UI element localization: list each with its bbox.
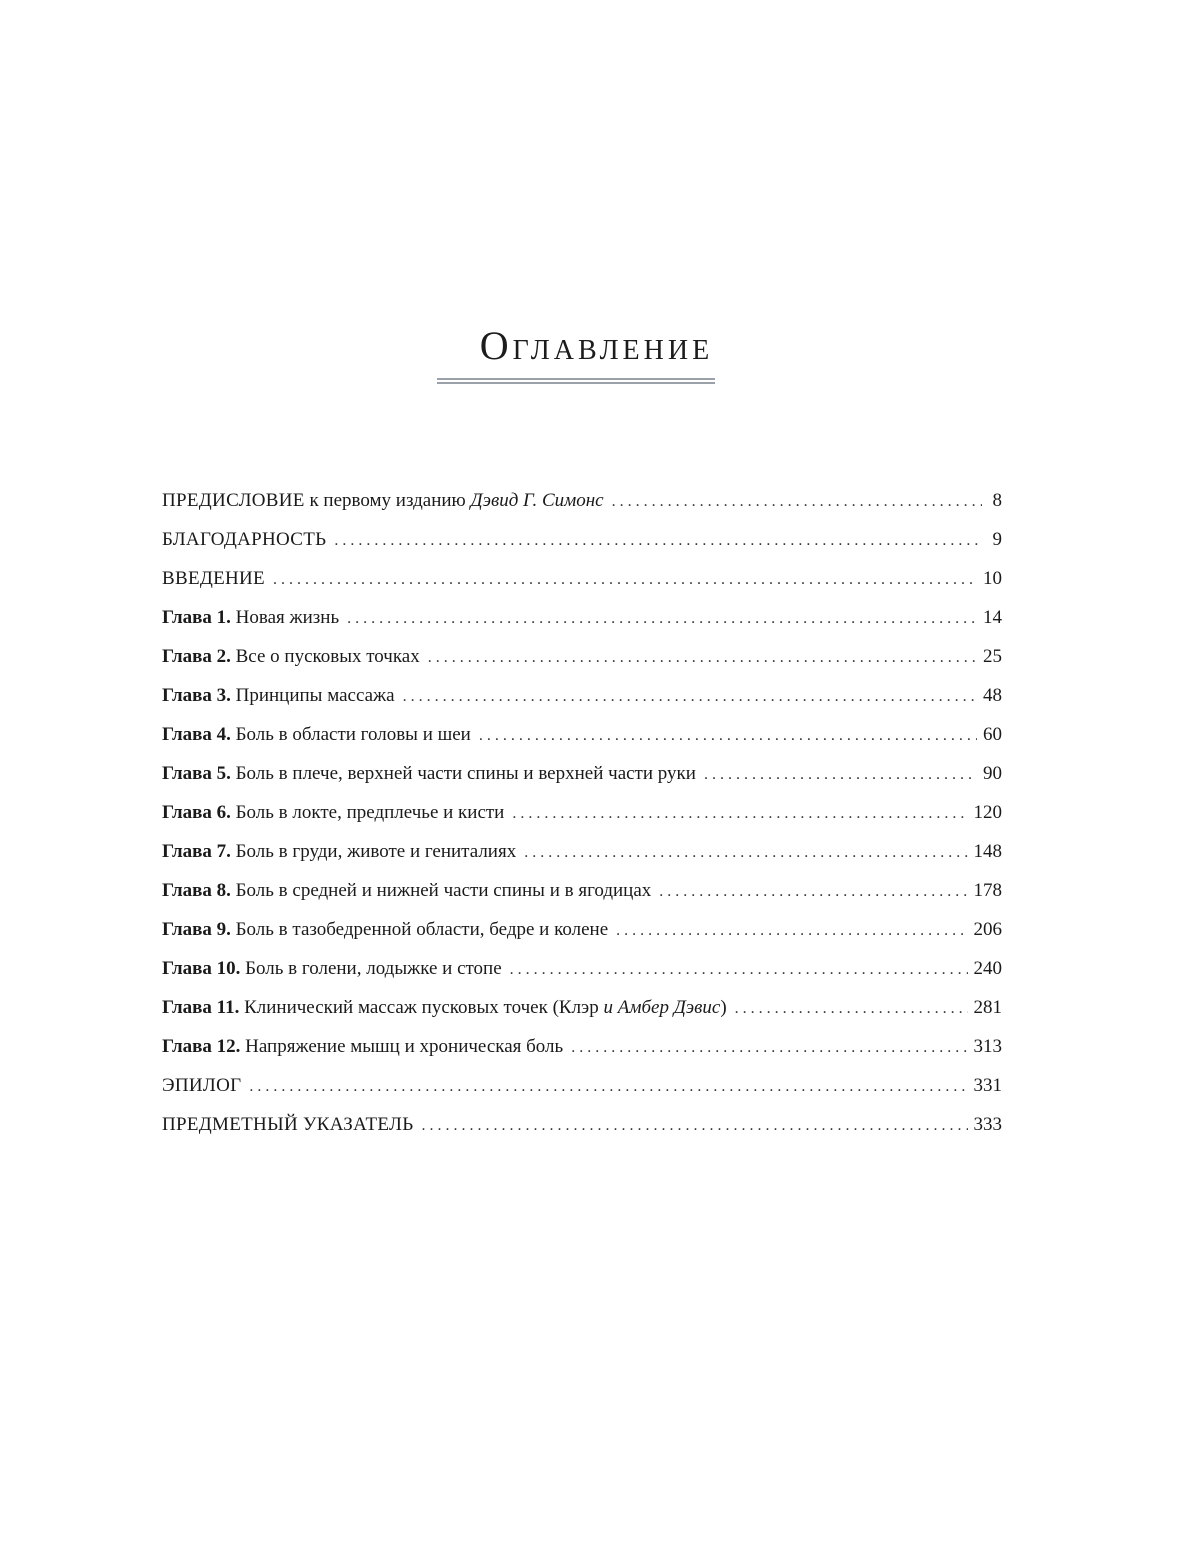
toc-author: и Амбер Дэвис bbox=[603, 997, 721, 1018]
toc-chapter-number: Глава 8. bbox=[162, 880, 231, 901]
dot-leader bbox=[479, 716, 977, 755]
toc-entry-label bbox=[162, 676, 395, 715]
toc-author: Дэвид Г. Симонс bbox=[470, 490, 604, 511]
toc-entry[interactable] bbox=[162, 481, 1002, 520]
toc-entry[interactable] bbox=[162, 1105, 1002, 1144]
toc-chapter-title: Новая жизнь bbox=[230, 607, 340, 628]
toc-chapter-title: Принципы массажа bbox=[230, 685, 395, 706]
dot-leader bbox=[273, 560, 977, 599]
toc-chapter-number: Глава 2. bbox=[162, 646, 231, 667]
toc-chapter-number: Глава 7. bbox=[162, 841, 231, 862]
toc-entry[interactable] bbox=[162, 1066, 1002, 1105]
toc-page-number: 14 bbox=[983, 607, 1002, 628]
dot-leader bbox=[249, 1067, 967, 1106]
toc-page-number: 281 bbox=[973, 997, 1002, 1018]
dot-leader bbox=[571, 1028, 967, 1067]
toc-page-number: 90 bbox=[983, 763, 1002, 784]
dot-leader bbox=[612, 482, 982, 521]
toc-page-number: 25 bbox=[983, 646, 1002, 667]
toc-chapter-number: Глава 5. bbox=[162, 763, 231, 784]
toc-page-number: 48 bbox=[983, 685, 1002, 706]
dot-leader bbox=[704, 755, 977, 794]
toc-chapter-number: Глава 4. bbox=[162, 724, 231, 745]
toc-entry-label bbox=[162, 754, 696, 793]
dot-leader bbox=[428, 638, 977, 677]
toc-entry[interactable] bbox=[162, 754, 1002, 793]
toc-chapter-title: Боль в груди, животе и гениталиях bbox=[230, 841, 517, 862]
toc-entry[interactable] bbox=[162, 637, 1002, 676]
toc-chapter-title: Боль в области головы и шеи bbox=[230, 724, 471, 745]
toc-entry-label bbox=[162, 1105, 413, 1144]
toc-chapter-title: Напряжение мышц и хроническая боль bbox=[240, 1036, 564, 1057]
toc-section-name: БЛАГОДАРНОСТЬ bbox=[162, 529, 327, 550]
toc-chapter-title: Боль в тазобедренной области, бедре и колене bbox=[230, 919, 609, 940]
toc-page-number: 206 bbox=[973, 919, 1002, 940]
toc-page-number: 120 bbox=[973, 802, 1002, 823]
toc-entry[interactable] bbox=[162, 988, 1002, 1027]
toc-page-number: 60 bbox=[983, 724, 1002, 745]
toc-entry[interactable] bbox=[162, 598, 1002, 637]
toc-entry[interactable] bbox=[162, 949, 1002, 988]
toc-section-name: ЭПИЛОГ bbox=[162, 1075, 242, 1096]
page-title: Оглавление bbox=[479, 323, 714, 368]
toc-section-name: ВВЕДЕНИЕ bbox=[162, 568, 265, 589]
toc-page-number: 240 bbox=[973, 958, 1002, 979]
toc-entry-label bbox=[162, 1066, 241, 1105]
toc-page-number: 178 bbox=[973, 880, 1002, 901]
toc-section-name: ПРЕДМЕТНЫЙ УКАЗАТЕЛЬ bbox=[162, 1114, 414, 1135]
dot-leader bbox=[735, 989, 968, 1028]
toc-chapter-title: к первому изданию bbox=[304, 490, 471, 511]
toc-page-number: 333 bbox=[973, 1114, 1002, 1135]
toc-entry-label bbox=[162, 871, 651, 910]
toc-entry[interactable] bbox=[162, 871, 1002, 910]
toc-chapter-number: Глава 10. bbox=[162, 958, 241, 979]
toc-entry-label bbox=[162, 832, 516, 871]
toc-chapter-number: Глава 3. bbox=[162, 685, 231, 706]
toc-chapter-number: Глава 11. bbox=[162, 997, 240, 1018]
dot-leader bbox=[659, 872, 967, 911]
toc-chapter-title: Все о пусковых точках bbox=[230, 646, 420, 667]
toc-chapter-number: Глава 1. bbox=[162, 607, 231, 628]
toc-chapter-number: Глава 6. bbox=[162, 802, 231, 823]
toc-chapter-number: Глава 12. bbox=[162, 1036, 241, 1057]
toc-entry-label bbox=[162, 481, 604, 520]
toc-entry-label bbox=[162, 988, 727, 1027]
toc-entry-label bbox=[162, 559, 265, 598]
toc-entry-label bbox=[162, 637, 420, 676]
toc-page-number: 8 bbox=[992, 490, 1002, 511]
toc-entry[interactable] bbox=[162, 832, 1002, 871]
dot-leader bbox=[512, 794, 967, 833]
dot-leader bbox=[334, 521, 982, 560]
toc-entry[interactable] bbox=[162, 520, 1002, 559]
toc-entry-label bbox=[162, 715, 471, 754]
toc-entry[interactable] bbox=[162, 676, 1002, 715]
toc-page-number: 9 bbox=[992, 529, 1002, 550]
toc-page-number: 331 bbox=[973, 1075, 1002, 1096]
table-of-contents bbox=[162, 481, 1002, 1144]
toc-chapter-number: Глава 9. bbox=[162, 919, 231, 940]
toc-entry[interactable] bbox=[162, 715, 1002, 754]
toc-chapter-title: Клинический массаж пусковых точек (Клэр bbox=[239, 997, 604, 1018]
toc-title-end: ) bbox=[720, 997, 727, 1018]
toc-page-number: 148 bbox=[973, 841, 1002, 862]
dot-leader bbox=[403, 677, 977, 716]
toc-section-name: ПРЕДИСЛОВИЕ bbox=[162, 490, 305, 511]
dot-leader bbox=[421, 1106, 967, 1145]
dot-leader bbox=[347, 599, 977, 638]
toc-entry-label bbox=[162, 1027, 563, 1066]
dot-leader bbox=[616, 911, 967, 950]
toc-chapter-title: Боль в голени, лодыжке и стопе bbox=[240, 958, 502, 979]
title-underline bbox=[437, 378, 715, 386]
page-heading bbox=[0, 318, 1193, 374]
toc-entry-label bbox=[162, 949, 502, 988]
toc-page-number: 10 bbox=[983, 568, 1002, 589]
toc-entry[interactable] bbox=[162, 559, 1002, 598]
toc-chapter-title: Боль в плече, верхней части спины и верхней части руки bbox=[230, 763, 696, 784]
toc-entry[interactable] bbox=[162, 793, 1002, 832]
toc-entry-label bbox=[162, 598, 339, 637]
toc-chapter-title: Боль в локте, предплечье и кисти bbox=[230, 802, 505, 823]
toc-entry[interactable] bbox=[162, 1027, 1002, 1066]
toc-entry-label bbox=[162, 520, 326, 559]
toc-page-number: 313 bbox=[973, 1036, 1002, 1057]
toc-chapter-title: Боль в средней и нижней части спины и в ягодицах bbox=[230, 880, 652, 901]
dot-leader bbox=[524, 833, 967, 872]
dot-leader bbox=[510, 950, 968, 989]
toc-entry-label bbox=[162, 910, 608, 949]
toc-entry[interactable] bbox=[162, 910, 1002, 949]
toc-entry-label bbox=[162, 793, 504, 832]
